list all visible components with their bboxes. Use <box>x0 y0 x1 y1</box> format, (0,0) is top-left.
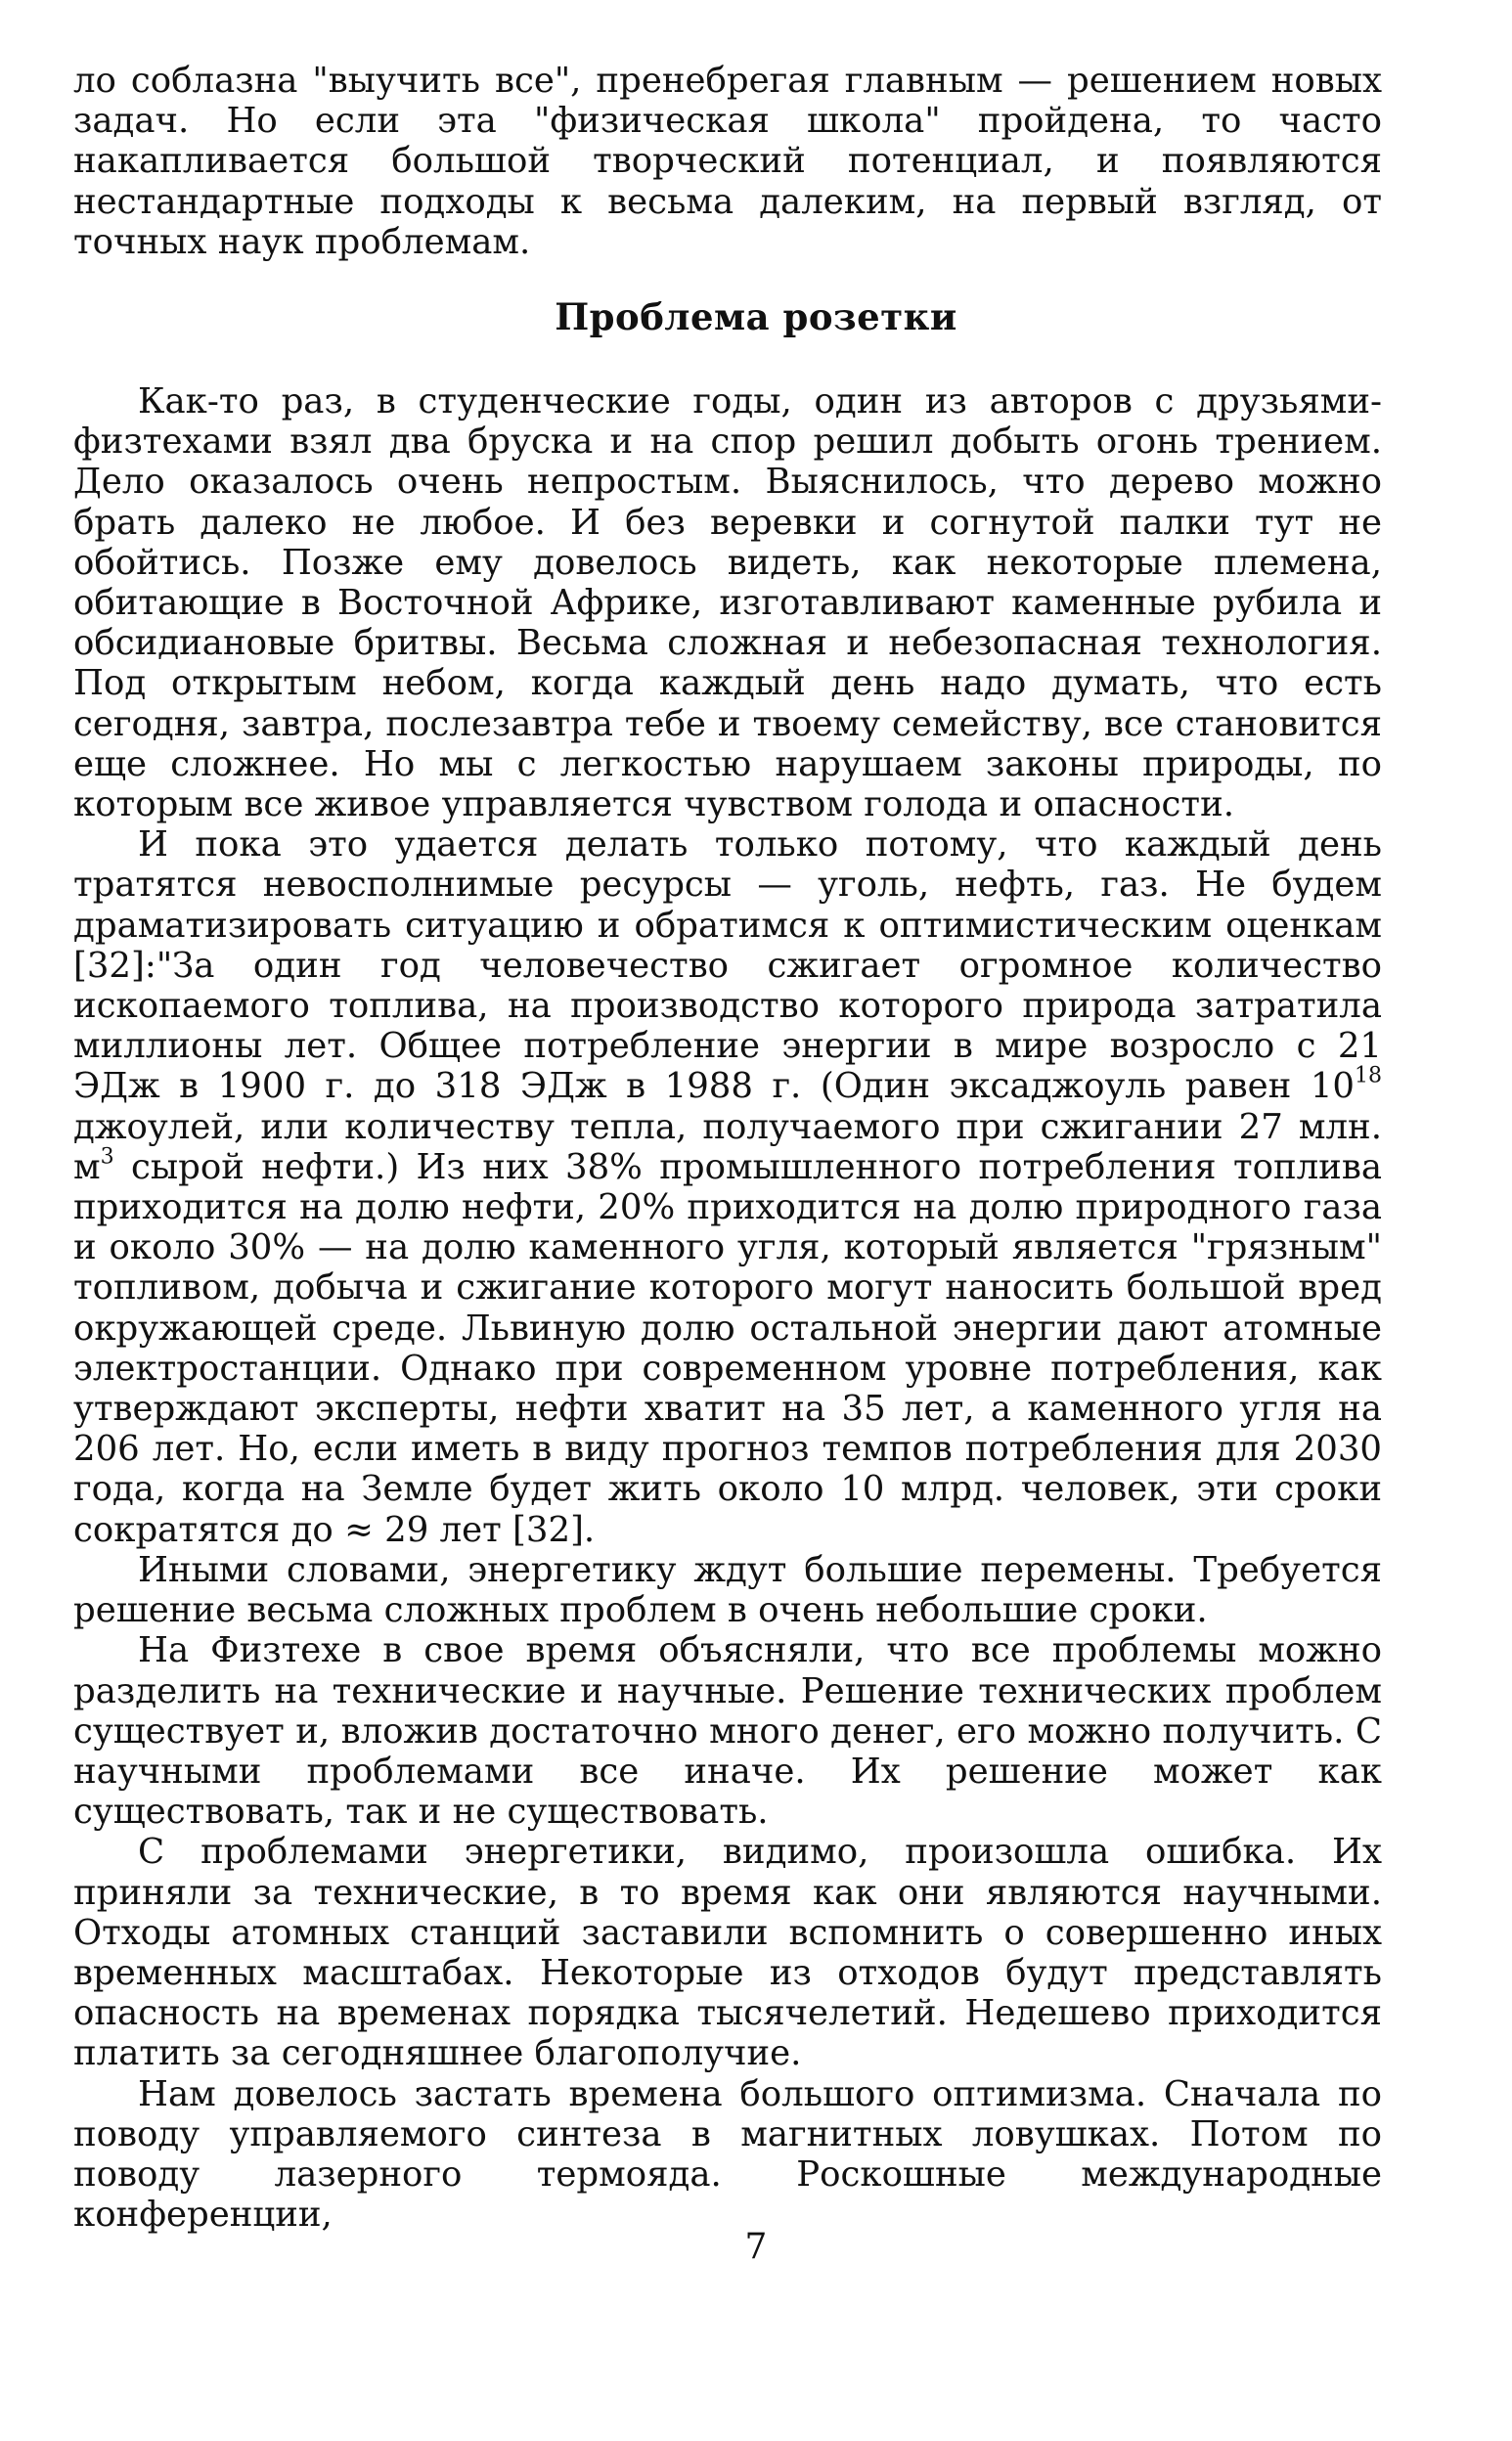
paragraph-big-changes: Иными словами, энергетику ждут большие перемены. Требуется решение весьма сложных проблем в очень небольшие сроки. <box>73 1549 1382 1631</box>
continued-paragraph-block <box>73 61 1382 262</box>
energy-text-part-3: сырой нефти.) Из них 38% промышленного потребления топлива приходится на долю нефти, 20% приходится на долю природного газа и около 30% — на долю каменного угля, который является "грязным" топливом, добыча и сжигание которого могут наносить большой вред окружающей среде. Львиную долю остальной энергии дают атомные электростанции. Однако при современном уровне потребления, как утверждают эксперты, нефти хватит на 35 лет, а каменного угля на 206 лет. Но, если иметь в виду прогноз темпов потребления для 2030 года, когда на Земле будет жить около 10 млрд. человек, эти сроки сократятся до ≈ 29 лет [32]. <box>73 1146 1382 1550</box>
paragraph-technical-vs-scientific: На Физтехе в свое время объясняли, что все проблемы можно разделить на технические и научные. Решение технических проблем существует и, вложив достаточно много денег, его можно получить. С научными проблемами все иначе. Их решение может как существовать, так и не существовать. <box>73 1630 1382 1833</box>
exponent-18: 18 <box>1355 1064 1382 1089</box>
section-heading: Проблема розетки <box>555 295 957 338</box>
page-number: 7 <box>744 2227 768 2267</box>
energy-text-part-2: джоулей, или количеству тепла, получаемого при сжигании 27 млн. м <box>73 1106 1382 1187</box>
exponent-3: 3 <box>100 1144 114 1170</box>
paragraph-optimism-era: Нам довелось застать времена большого оптимизма. Сначала по поводу управляемого синтеза в магнитных ловушках. Потом по поводу лазерного термояда. Роскошные международные конференции, <box>73 2073 1382 2236</box>
section-body <box>73 381 1382 2235</box>
paragraph-fire-by-friction: Как-то раз, в студенческие годы, один из авторов с друзьями-физтехами взял два бруска и на спор решил добыть огонь трением. Дело оказалось очень непростым. Выяснилось, что дерево можно брать далеко не любое. И без веревки и согнутой палки тут не обойтись. Позже ему довелось видеть, как некоторые племена, обитающие в Восточной Африке, изготавливают каменные рубила и обсидиановые бритвы. Весьма сложная и небезопасная технология. Под открытым небом, когда каждый день надо думать, что есть сегодня, завтра, послезавтра тебе и твоему семейству, все становится еще сложнее. Но мы с легкостью нарушаем законы природы, по которым все живое управляется чувством голода и опасности. <box>73 381 1382 825</box>
continued-paragraph: ло соблазна "выучить все", пренебрегая главным — решением новых задач. Но если эта "физическая школа" пройдена, то часто накапливается большой творческий потенциал, и появляются нестандартные подходы к весьма далеким, на первый взгляд, от точных наук проблемам. <box>73 61 1382 262</box>
paragraph-energy-mistake: С проблемами энергетики, видимо, произошла ошибка. Их приняли за технические, в то время как они являются научными. Отходы атомных станций заставили вспомнить о совершенно иных временных масштабах. Некоторые из отходов будут представлять опасность на временах порядка тысячелетий. Недешево приходится платить за сегодняшнее благополучие. <box>73 1832 1382 2074</box>
paragraph-energy-resources <box>73 824 1382 1550</box>
energy-text-part-1: И пока это удается делать только потому, что каждый день тратятся невосполнимые ресурсы — уголь, нефть, газ. Не будем драматизировать ситуацию и обратимся к оптимистическим оценкам [32]:"За один год человечество сжигает огромное количество ископаемого топлива, на производство которого природа затратила миллионы лет. Общее потребление энергии в мире возросло с 21 ЭДж в 1900 г. до 318 ЭДж в 1988 г. (Один эксаджоуль равен 10 <box>73 824 1382 1107</box>
